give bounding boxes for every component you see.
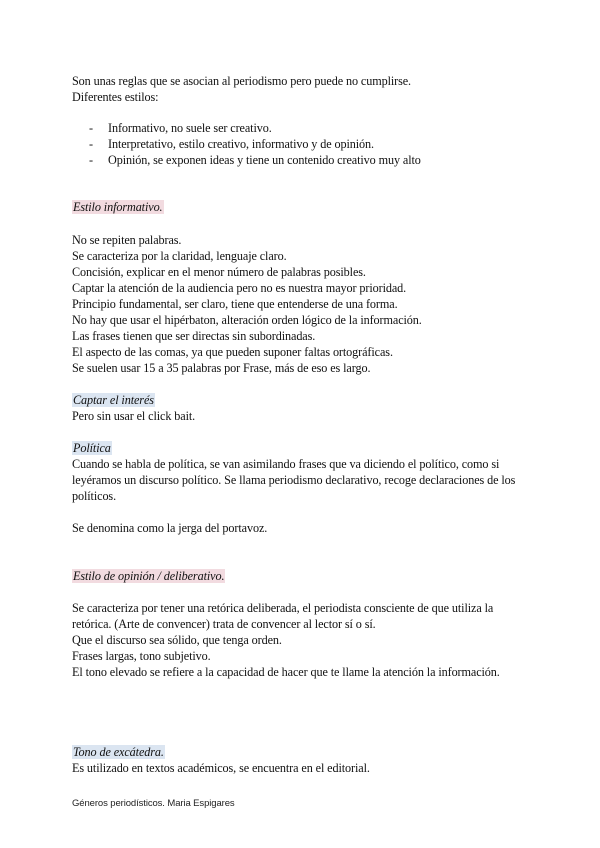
informativo-line: Se caracteriza por la claridad, lenguaje claro. <box>72 249 287 263</box>
heading-text: Captar el interés <box>73 393 154 407</box>
heading-text: Estilo de opinión / deliberativo. <box>73 569 225 583</box>
heading-estilo-opinion <box>72 568 225 584</box>
informativo-line: Principio fundamental, ser claro, tiene que entenderse de una forma. <box>72 297 398 311</box>
opinion-line: Frases largas, tono subjetivo. <box>72 649 211 663</box>
opinion-line: Que el discurso sea sólido, que tenga orden. <box>72 633 282 647</box>
informativo-line: No se repiten palabras. <box>72 233 182 247</box>
heading-estilo-informativo <box>72 199 164 215</box>
opinion-line: El tono elevado se refiere a la capacidad de hacer que te llame la atención la información. <box>72 665 500 679</box>
bullet-dash: - <box>89 137 93 151</box>
intro-line-1: Son unas reglas que se asocian al periodismo pero puede no cumplirse. <box>72 74 411 88</box>
catedra-text: Es utilizado en textos académicos, se encuentra en el editorial. <box>72 761 370 775</box>
list-item-text: Informativo, no suele ser creativo. <box>108 121 272 135</box>
heading-text: Estilo informativo. <box>73 200 163 214</box>
informativo-line: Concisión, explicar en el menor número de palabras posibles. <box>72 265 366 279</box>
styles-list <box>72 120 421 168</box>
informativo-line: Se suelen usar 15 a 35 palabras por Frase, más de eso es largo. <box>72 361 371 375</box>
bullet-dash: - <box>89 121 93 135</box>
informativo-line: El aspecto de las comas, ya que pueden suponer faltas ortográficas. <box>72 345 393 359</box>
politica-paragraph: Cuando se habla de política, se van asimilando frases que va diciendo el político, como si leyéramos un discurso político. Se llama periodismo declarativo, recoge declaraciones de los políticos. <box>72 457 516 503</box>
bullet-dash: - <box>89 153 93 167</box>
list-item-text: Interpretativo, estilo creativo, informativo y de opinión. <box>108 137 374 151</box>
heading-politica <box>72 440 112 456</box>
captar-text: Pero sin usar el click bait. <box>72 409 196 423</box>
heading-tono-excatedra <box>72 744 165 760</box>
informativo-line: No hay que usar el hipérbaton, alteración orden lógico de la información. <box>72 313 422 327</box>
list-item <box>72 136 421 152</box>
heading-captar-interes <box>72 392 155 408</box>
page-footer: Géneros periodísticos. Maria Espigares <box>72 798 235 809</box>
intro-line-2: Diferentes estilos: <box>72 90 159 104</box>
heading-text: Tono de excátedra. <box>73 745 164 759</box>
politica-jerga: Se denomina como la jerga del portavoz. <box>72 521 268 535</box>
list-item <box>72 120 421 136</box>
informativo-line: Captar la atención de la audiencia pero no es nuestra mayor prioridad. <box>72 281 407 295</box>
opinion-paragraph: Se caracteriza por tener una retórica deliberada, el periodista consciente de que utiliza la retórica. (Arte de convencer) trata de convencer al lector sí o sí. <box>72 601 494 631</box>
list-item-text: Opinión, se exponen ideas y tiene un contenido creativo muy alto <box>108 153 421 167</box>
informativo-line: Las frases tienen que ser directas sin subordinadas. <box>72 329 316 343</box>
list-item <box>72 152 421 168</box>
heading-text: Política <box>73 441 111 455</box>
